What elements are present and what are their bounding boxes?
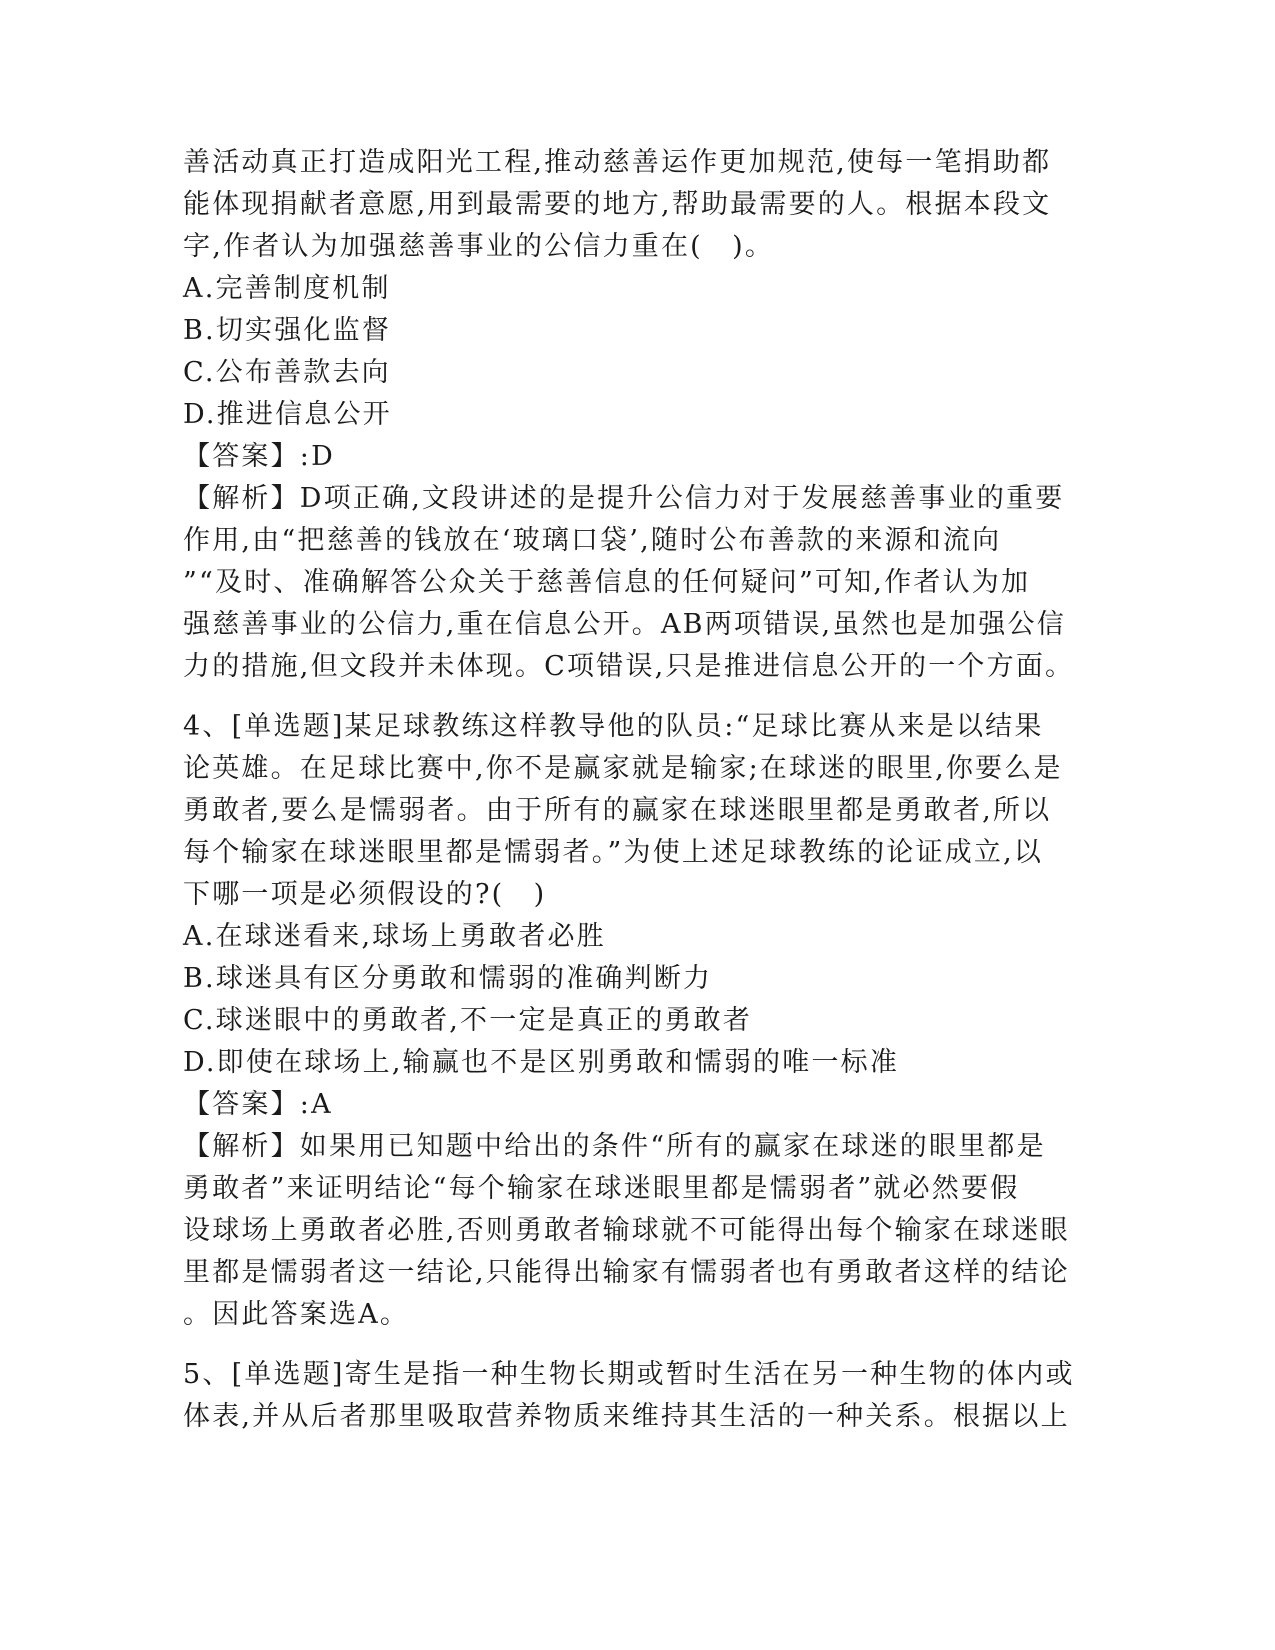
analysis-line: 【解析】D项正确,文段讲述的是提升公信力对于发展慈善事业的重要 [183, 483, 1065, 514]
question-stem-line: 论英雄。在足球比赛中,你不是赢家就是输家;在球迷的眼里,你要么是 [183, 753, 1063, 784]
analysis-line: 强慈善事业的公信力,重在信息公开。AB两项错误,虽然也是加强公信 [183, 609, 1066, 640]
question-stem-line: 每个输家在球迷眼里都是懦弱者。”为使上述足球教练的论证成立,以 [183, 837, 1044, 868]
analysis-line: 里都是懦弱者这一结论,只能得出输家有懦弱者也有勇敢者这样的结论 [183, 1257, 1070, 1288]
option-c: C.球迷眼中的勇敢者,不一定是真正的勇敢者 [183, 1005, 753, 1036]
option-d: D.即使在球场上,输赢也不是区别勇敢和懦弱的唯一标准 [183, 1047, 900, 1078]
option-d: D.推进信息公开 [183, 399, 392, 430]
option-b: B.切实强化监督 [183, 315, 392, 346]
document-page [183, 142, 1083, 1438]
analysis-line: 【解析】如果用已知题中给出的条件“所有的赢家在球迷的眼里都是 [183, 1131, 1046, 1162]
option-b: B.球迷具有区分勇敢和懦弱的准确判断力 [183, 963, 713, 994]
section-gap [183, 1336, 1083, 1354]
question-stem-line: 4、[单选题]某足球教练这样教导他的队员:“足球比赛从来是以结果 [183, 711, 1044, 742]
section-gap [183, 688, 1083, 706]
question-stem-line: 勇敢者,要么是懦弱者。由于所有的赢家在球迷眼里都是勇敢者,所以 [183, 795, 1052, 826]
question-stem-line: 善活动真正打造成阳光工程,推动慈善运作更加规范,使每一笔捐助都 [183, 147, 1052, 178]
question-5 [183, 1354, 1083, 1438]
question-stem-line: 能体现捐献者意愿,用到最需要的地方,帮助最需要的人。根据本段文 [183, 189, 1052, 220]
answer-line: 【答案】:D [183, 441, 335, 472]
question-stem-line: 体表,并从后者那里吸取营养物质来维持其生活的一种关系。根据以上 [183, 1401, 1070, 1432]
question-3-continued [183, 142, 1083, 688]
analysis-line: 。因此答案选A。 [183, 1299, 410, 1330]
option-a: A.完善制度机制 [183, 273, 391, 304]
question-stem-line: 字,作者认为加强慈善事业的公信力重在( )。 [183, 231, 775, 262]
option-a: A.在球迷看来,球场上勇敢者必胜 [183, 921, 606, 952]
answer-line: 【答案】:A [183, 1089, 333, 1120]
question-stem-line: 下哪一项是必须假设的?( ) [183, 879, 547, 910]
analysis-line: 作用,由“把慈善的钱放在‘玻璃口袋’,随时公布善款的来源和流向 [183, 525, 1002, 556]
analysis-line: 力的措施,但文段并未体现。C项错误,只是推进信息公开的一个方面。 [183, 651, 1075, 682]
question-stem-line: 5、[单选题]寄生是指一种生物长期或暂时生活在另一种生物的体内或 [183, 1359, 1075, 1390]
analysis-line: 设球场上勇敢者必胜,否则勇敢者输球就不可能得出每个输家在球迷眼 [183, 1215, 1070, 1246]
analysis-line: 勇敢者”来证明结论“每个输家在球迷眼里都是懦弱者”就必然要假 [183, 1173, 1020, 1204]
analysis-line: ”“及时、准确解答公众关于慈善信息的任何疑问”可知,作者认为加 [183, 567, 1031, 598]
option-c: C.公布善款去向 [183, 357, 391, 388]
question-4 [183, 706, 1083, 1336]
